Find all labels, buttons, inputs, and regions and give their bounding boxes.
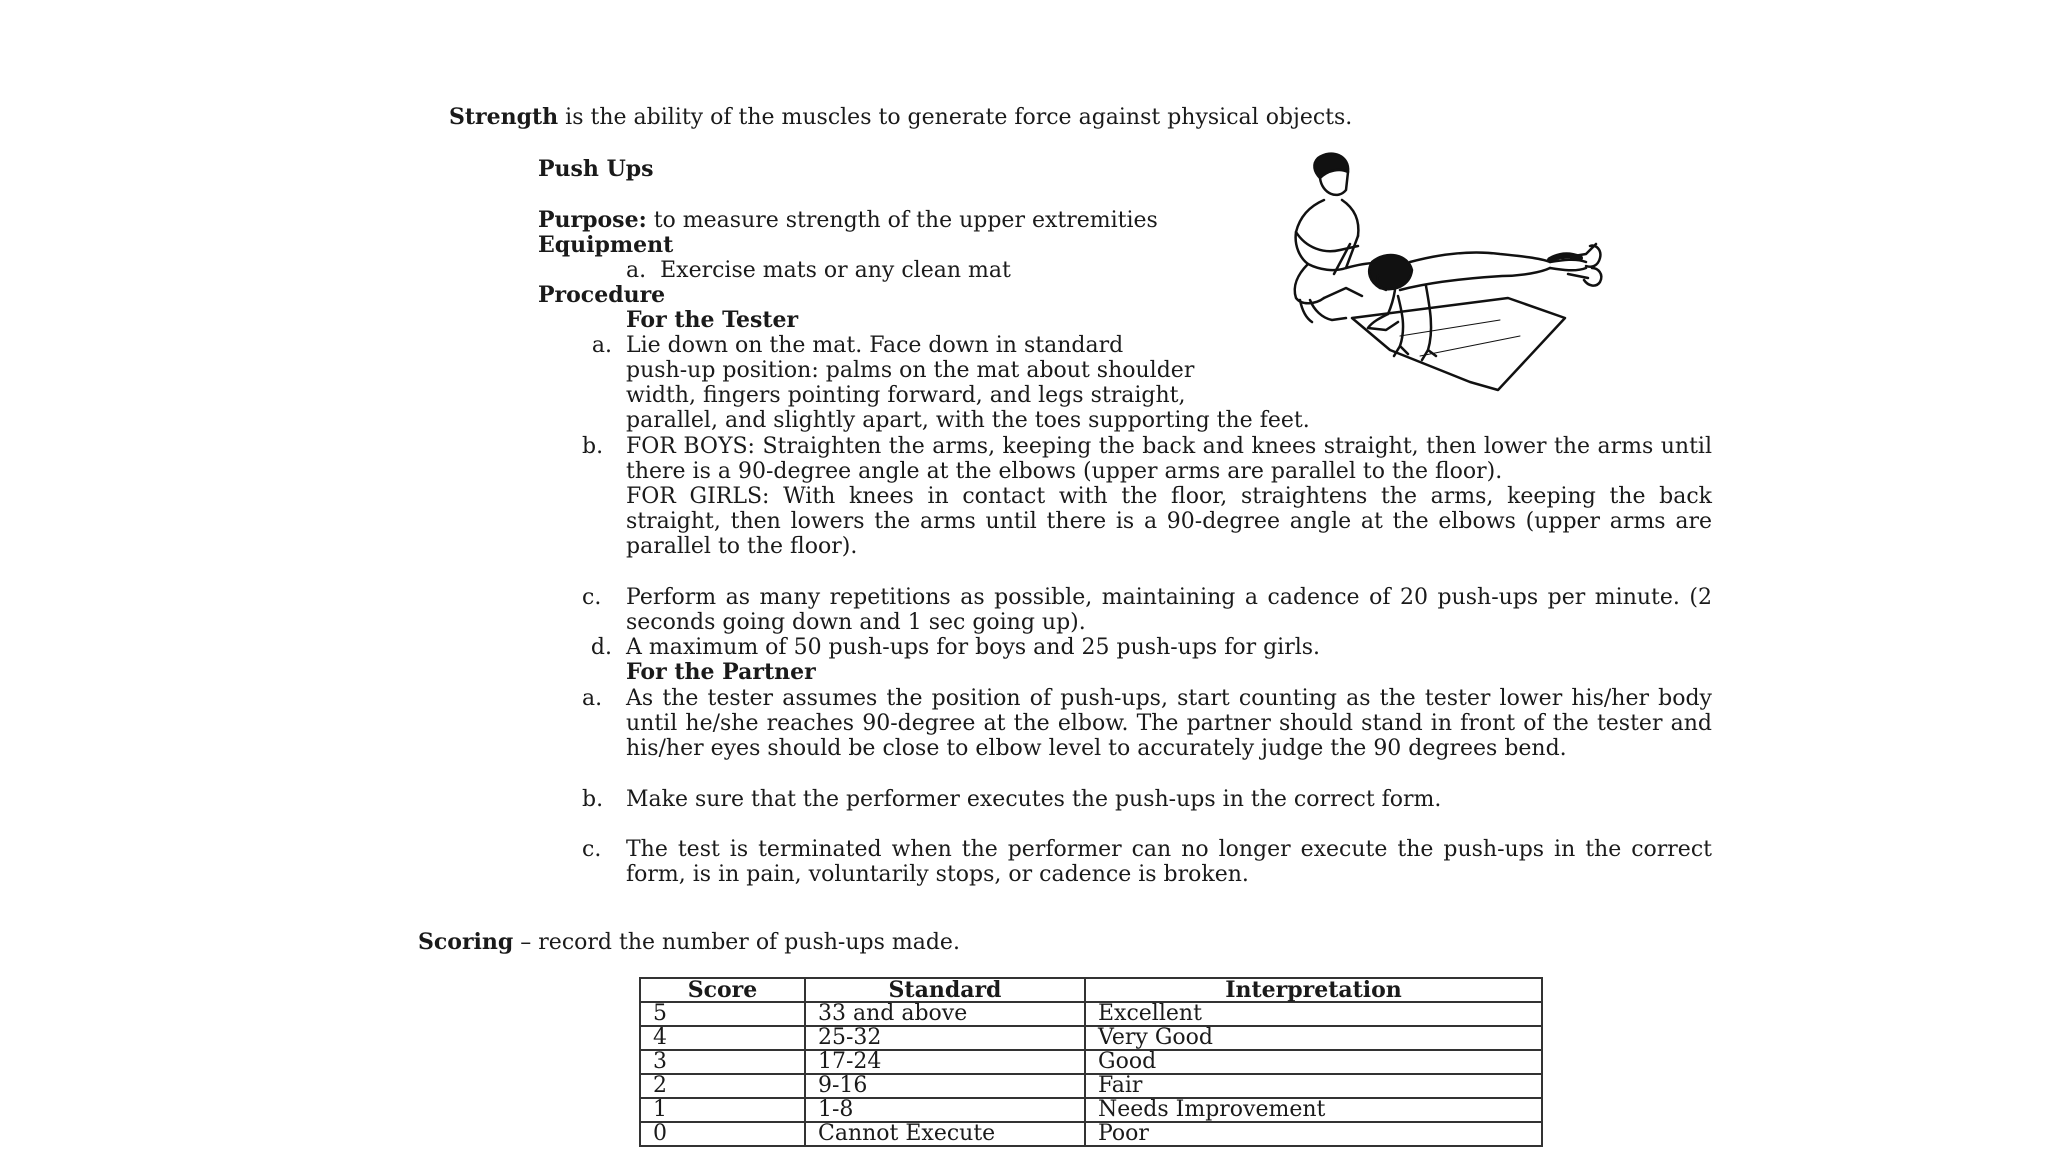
partner-step-a bbox=[582, 686, 1712, 761]
table-row bbox=[640, 1002, 1542, 1026]
standard-header: Standard bbox=[805, 978, 1085, 1002]
partner-step-a-marker: a. bbox=[582, 686, 603, 711]
scoring-text: – record the number of push-ups made. bbox=[513, 930, 960, 955]
score-cell: 0 bbox=[640, 1122, 805, 1146]
push-up-illustration bbox=[1250, 150, 1640, 400]
tester-step-b-marker: b. bbox=[582, 434, 604, 459]
intro-sentence bbox=[449, 105, 1352, 130]
tester-step-d-text: A maximum of 50 push-ups for boys and 25 push-ups for girls. bbox=[626, 635, 1321, 660]
interpretation-cell: Good bbox=[1085, 1050, 1542, 1074]
tester-step-b-boys: FOR BOYS: Straighten the arms, keeping the back and knees straight, then lower the arms until there is a 90-degree angle at the elbows (upper arms are parallel to the floor). bbox=[626, 434, 1712, 484]
interpretation-cell: Fair bbox=[1085, 1074, 1542, 1098]
purpose-line bbox=[538, 208, 1158, 233]
equipment-label: Equipment bbox=[538, 232, 674, 258]
interpretation-cell: Needs Improvement bbox=[1085, 1098, 1542, 1122]
score-cell: 3 bbox=[640, 1050, 805, 1074]
table-row bbox=[640, 1050, 1542, 1074]
tester-step-a-line: push-up position: palms on the mat about shoulder bbox=[626, 358, 1195, 383]
standard-cell: 33 and above bbox=[805, 1002, 1085, 1026]
intro-text: is the ability of the muscles to generate force against physical objects. bbox=[558, 105, 1353, 130]
score-cell: 1 bbox=[640, 1098, 805, 1122]
partner-step-c-text: The test is terminated when the performer can no longer execute the push-ups in the correct form, is in pain, voluntarily stops, or cadence is broken. bbox=[626, 837, 1712, 887]
scoring-label: Scoring bbox=[418, 929, 514, 955]
standard-cell: Cannot Execute bbox=[805, 1122, 1085, 1146]
score-cell: 2 bbox=[640, 1074, 805, 1098]
equipment-item-marker: a. bbox=[626, 258, 647, 283]
tester-step-b bbox=[582, 434, 1712, 559]
score-table-header-row bbox=[640, 978, 1542, 1002]
tester-step-d bbox=[590, 635, 1321, 660]
purpose-label: Purpose: bbox=[538, 207, 647, 233]
table-row bbox=[640, 1074, 1542, 1098]
partner-step-a-text: As the tester assumes the position of push-ups, start counting as the tester lower his/her body until he/she reaches 90-degree at the elbow. The partner should stand in front of the tester and his/her eyes should be close to elbow level to accurately judge the 90 degrees bend. bbox=[626, 686, 1712, 761]
tester-step-c-marker: c. bbox=[582, 585, 602, 610]
partner-step-b-marker: b. bbox=[582, 787, 604, 812]
interpretation-header: Interpretation bbox=[1085, 978, 1542, 1002]
score-cell: 4 bbox=[640, 1026, 805, 1050]
score-cell: 5 bbox=[640, 1002, 805, 1026]
equipment-item bbox=[626, 258, 1011, 283]
procedure-label: Procedure bbox=[538, 282, 666, 308]
tester-heading: For the Tester bbox=[626, 307, 799, 333]
partner-step-c bbox=[582, 837, 1712, 887]
test-title: Push Ups bbox=[538, 156, 654, 182]
score-table bbox=[639, 977, 1543, 1147]
partner-step-b bbox=[582, 787, 1712, 812]
tester-step-b-girls: FOR GIRLS: With knees in contact with the floor, straightens the arms, keeping the back straight, then lowers the arms until there is a 90-degree angle at the elbows (upper arms are parallel to the floor). bbox=[626, 484, 1712, 559]
tester-step-d-marker: d. bbox=[590, 635, 612, 660]
scoring-line bbox=[418, 930, 960, 955]
interpretation-cell: Excellent bbox=[1085, 1002, 1542, 1026]
partner-step-b-text: Make sure that the performer executes the push-ups in the correct form. bbox=[626, 787, 1442, 812]
tester-step-a bbox=[591, 333, 1310, 433]
tester-step-a-line: Lie down on the mat. Face down in standard bbox=[626, 333, 1124, 358]
tester-step-c bbox=[582, 585, 1712, 635]
interpretation-cell: Very Good bbox=[1085, 1026, 1542, 1050]
tester-step-c-text: Perform as many repetitions as possible, maintaining a cadence of 20 push-ups per minute. (2 seconds going down and 1 sec going up). bbox=[626, 585, 1712, 635]
standard-cell: 9-16 bbox=[805, 1074, 1085, 1098]
score-header: Score bbox=[640, 978, 805, 1002]
mat bbox=[1352, 298, 1565, 390]
partner-step-c-marker: c. bbox=[582, 837, 602, 862]
standard-cell: 1-8 bbox=[805, 1098, 1085, 1122]
intro-term: Strength bbox=[449, 104, 559, 130]
table-row bbox=[640, 1122, 1542, 1146]
interpretation-cell: Poor bbox=[1085, 1122, 1542, 1146]
standard-cell: 17-24 bbox=[805, 1050, 1085, 1074]
partner-figure bbox=[1295, 154, 1398, 330]
table-row bbox=[640, 1098, 1542, 1122]
standard-cell: 25-32 bbox=[805, 1026, 1085, 1050]
partner-heading: For the Partner bbox=[626, 659, 816, 685]
tester-step-a-line: width, fingers pointing forward, and legs straight, bbox=[626, 383, 1186, 408]
equipment-item-text: Exercise mats or any clean mat bbox=[660, 258, 1011, 283]
purpose-text: to measure strength of the upper extremities bbox=[646, 208, 1158, 233]
table-row bbox=[640, 1026, 1542, 1050]
tester-step-a-line: parallel, and slightly apart, with the toes supporting the feet. bbox=[626, 408, 1310, 433]
tester-step-a-marker: a. bbox=[591, 333, 612, 358]
